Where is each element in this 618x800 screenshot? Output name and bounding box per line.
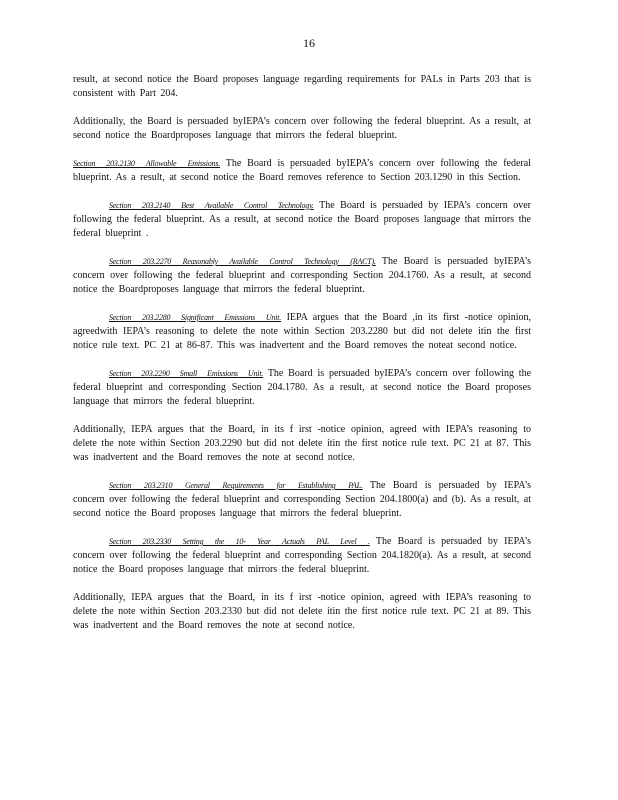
paragraph-6: [73, 311, 531, 353]
paragraph-text: IEPA argues that the Board ,in its first -notice opinion, agreedwith IEPA’s reasoning to delete the note within Section 203.2280 but did not delete itin the first notice rule text. PC 21 at 86-87. This was inadvertent and the Board removes the noteat second notice.: [73, 312, 531, 351]
section-heading: Section 203.2270 Reasonably Available Control Technology (RACT).: [109, 257, 376, 266]
paragraph-1: [73, 73, 531, 101]
paragraph-text: Additionally, IEPA argues that the Board, in its f irst -notice opinion, agreed with IEPA’s reasoning to delete the note within Section 203.2290 but did not delete itin the first notice rule text. PC 21 at 87. This was inadvertent and the Board removes the note at second notice.: [73, 424, 531, 463]
paragraph-text: Additionally, the Board is persuaded byIEPA’s concern over following the federal blueprint. As a result, at second notice the Boardproposes language that mirrors the federal blueprint.: [73, 116, 531, 141]
paragraph-text: The Board is persuaded byIEPA’s concern over following the federal blueprint and corresponding Section 204.1760. As a result, at second notice the Boardproposes language that mirrors the federal blueprint.: [73, 256, 531, 295]
paragraph-8: [73, 423, 531, 465]
paragraph-text: The Board is persuaded by IEPA’s concern over following the federal blueprint and corresponding Section 204.1800(a) and (b). As a result, at second notice the Board proposes language that mirrors the federal blueprint.: [73, 480, 531, 519]
paragraph-text: Additionally, IEPA argues that the Board, in its f irst -notice opinion, agreed with IEPA’s reasoning to delete the note within Section 203.2330 but did not delete itin the first notice rule text. PC 21 at 89. This was inadvertent and the Board removes the note at second notice.: [73, 592, 531, 631]
page-number: 16: [303, 36, 315, 50]
paragraph-text: The Board is persuaded byIEPA’s concern over following the federal blueprint and corresponding Section 204.1780. As a result, at second notice the Board proposes language that mirrors the federal blueprint.: [73, 368, 532, 407]
paragraph-2: [73, 115, 531, 143]
paragraph-5: [73, 255, 531, 297]
section-heading: Section 203.2290 Small Emissions Unit.: [109, 369, 264, 378]
section-heading: Section 203.2330 Setting the 10- Year Actuals PAL Level .: [109, 537, 370, 546]
paragraph-9: [73, 479, 531, 521]
paragraph-4: [73, 199, 531, 241]
paragraph-text: The Board is persuaded by IEPA’s concern over following the federal blueprint and corresponding Section 204.1820(a). As a result, at second notice the Board proposes language that mirrors the federal blueprint.: [73, 536, 532, 575]
paragraph-text: The Board is persuaded by IEPA’s concern over following the federal blueprint. As a result, at second notice the Board proposes language that mirrors the federal blueprint .: [73, 200, 531, 239]
section-heading: Section 203.2280 Significant Emissions Unit.: [109, 313, 282, 322]
paragraph-text: result, at second notice the Board proposes language regarding requirements for PALs in Parts 203 that is consistent with Part 204.: [73, 74, 531, 99]
section-heading: Section 203.2130 Allowable Emissions.: [73, 159, 221, 168]
paragraph-11: [73, 591, 531, 633]
section-heading: Section 203.2140 Best Available Control Technology.: [109, 201, 314, 210]
paragraph-3: [73, 157, 531, 185]
document-body: [73, 73, 531, 647]
section-heading: Section 203.2310 General Requirements for Establishing PAL.: [109, 481, 363, 490]
paragraph-7: [73, 367, 531, 409]
paragraph-10: [73, 535, 531, 577]
paragraph-text: The Board is persuaded byIEPA’s concern over following the federal blueprint. As a result, at second notice the Board removes reference to Section 203.1290 in this Section.: [73, 158, 531, 183]
